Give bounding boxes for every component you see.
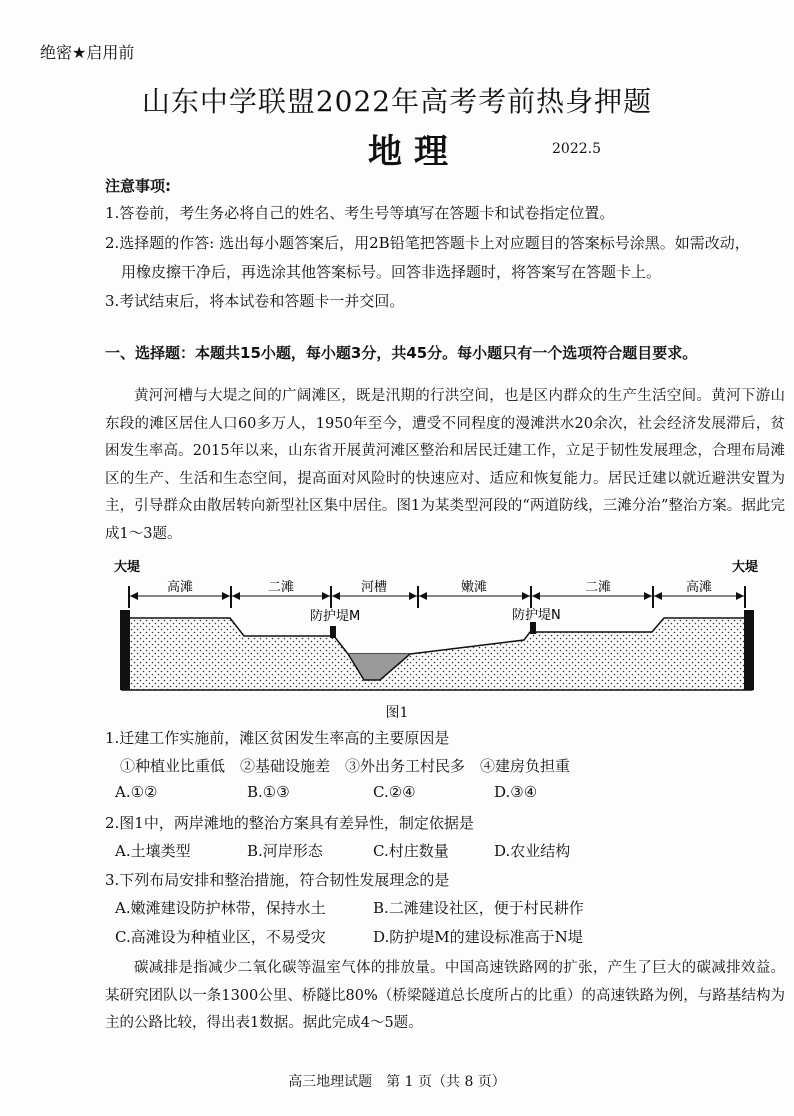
passage-2-text: 碳减排是指减少二氧化碳等温室气体的排放量。中国高速铁路网的扩张，产生了巨大的碳减排效益。某研究团队以一条1300公里、桥隧比80%（桥梁隧道总长度所占的比重）的高速铁路为例，与路基结构为主的公路比较，得出表1数据。据此完成4～5题。 <box>105 960 785 1031</box>
question-3-stem: 3.下列布局安排和整治措施，符合韧性发展理念的是 <box>105 871 450 889</box>
question-2-option-a[interactable]: A.土壤类型 <box>115 842 191 860</box>
floodplain-ground <box>122 618 752 690</box>
notice-item-1: 1.答卷前，考生务必将自己的姓名、考生号等填写在答题卡和试卷指定位置。 <box>105 204 615 222</box>
page-footer: 高三地理试题 第 1 页（共 8 页） <box>288 1074 506 1090</box>
zone-second-left: 二滩 <box>267 580 295 595</box>
question-1-option-b[interactable]: B.①③ <box>247 783 290 801</box>
question-3-option-a[interactable]: A.嫩滩建设防护林带，保持水土 <box>115 899 326 917</box>
question-1-stem: 1.迁建工作实施前，滩区贫困发生率高的主要原因是 <box>105 729 450 747</box>
question-3-option-d[interactable]: D.防护堤M的建设标准高于N堤 <box>373 928 583 946</box>
passage-1 <box>105 383 785 548</box>
dike-n <box>530 622 536 634</box>
question-1-items: ①种植业比重低 ②基础设施差 ③外出务工村民多 ④建房负担重 <box>120 757 571 775</box>
zone-tender: 嫩滩 <box>460 580 488 595</box>
question-2-stem: 2.图1中，两岸滩地的整治方案具有差异性，制定依据是 <box>105 814 474 832</box>
figure-1-diagram <box>112 556 772 698</box>
zone-high-right: 高滩 <box>685 580 713 595</box>
exam-date: 2022.5 <box>552 141 601 157</box>
section-heading: 一、选择题：本题共15小题，每小题3分，共45分。每小题只有一个选项符合题目要求。 <box>105 344 698 362</box>
notice-item-2a: 2.选择题的作答: 选出每小题答案后，用2B铅笔把答题卡上对应题目的答案标号涂黑。如需改动， <box>105 234 750 252</box>
dike-m-label: 防护堤M <box>310 609 361 624</box>
figure-1-caption: 图1 <box>385 705 409 721</box>
question-1-option-a[interactable]: A.①② <box>115 783 158 801</box>
question-1-option-d[interactable]: D.③④ <box>494 783 538 801</box>
confidential-label: 绝密★启用前 <box>40 43 135 62</box>
dike-n-label: 防护堤N <box>512 608 561 623</box>
zone-boundary-ticks <box>128 586 746 608</box>
notice-heading: 注意事项: <box>105 177 171 195</box>
question-2-option-b[interactable]: B.河岸形态 <box>247 842 323 860</box>
zone-channel: 河槽 <box>360 580 388 595</box>
passage-2 <box>105 955 785 1038</box>
question-1-option-c[interactable]: C.②④ <box>373 783 416 801</box>
dike-m <box>330 626 336 638</box>
question-3-option-c[interactable]: C.高滩设为种植业区，不易受灾 <box>115 928 326 946</box>
levee-left-label: 大堤 <box>114 560 141 575</box>
passage-1-text: 黄河河槽与大堤之间的广阔滩区，既是汛期的行洪空间，也是区内群众的生产生活空间。黄河下游山东段的滩区居住人口60多万人，1950年至今，遭受不同程度的漫滩洪水20余次，社会经济发展滞后，贫困发生率高。2015年以来，山东省开展黄河滩区整治和居民迁建工作，立足于韧性发展理念，合理布局滩区的生产、生活和生态空间，提高面对风险时的快速应对、适应和恢复能力。居民迁建以就近避洪安置为主，引导群众由散居转向新型社区集中居住。图1为某类型河段的“两道防线，三滩分治”整治方案。据此完成1～3题。 <box>105 388 785 542</box>
levee-right-label: 大堤 <box>732 560 759 575</box>
question-2-option-c[interactable]: C.村庄数量 <box>373 842 449 860</box>
exam-title: 山东中学联盟2022年高考考前热身押题 <box>141 85 653 118</box>
zone-second-right: 二滩 <box>584 580 612 595</box>
zone-high-left: 高滩 <box>166 580 194 595</box>
subject-title: 地理 <box>368 132 460 172</box>
notice-item-2b: 用橡皮擦干净后，再选涂其他答案标号。回答非选择题时，将答案写在答题卡上。 <box>121 263 662 281</box>
levee-right <box>744 610 754 690</box>
notice-item-3: 3.考试结束后，将本试卷和答题卡一并交回。 <box>105 292 405 310</box>
levee-left <box>120 610 130 690</box>
question-3-option-b[interactable]: B.二滩建设社区，便于村民耕作 <box>373 899 584 917</box>
question-2-option-d[interactable]: D.农业结构 <box>494 842 571 860</box>
